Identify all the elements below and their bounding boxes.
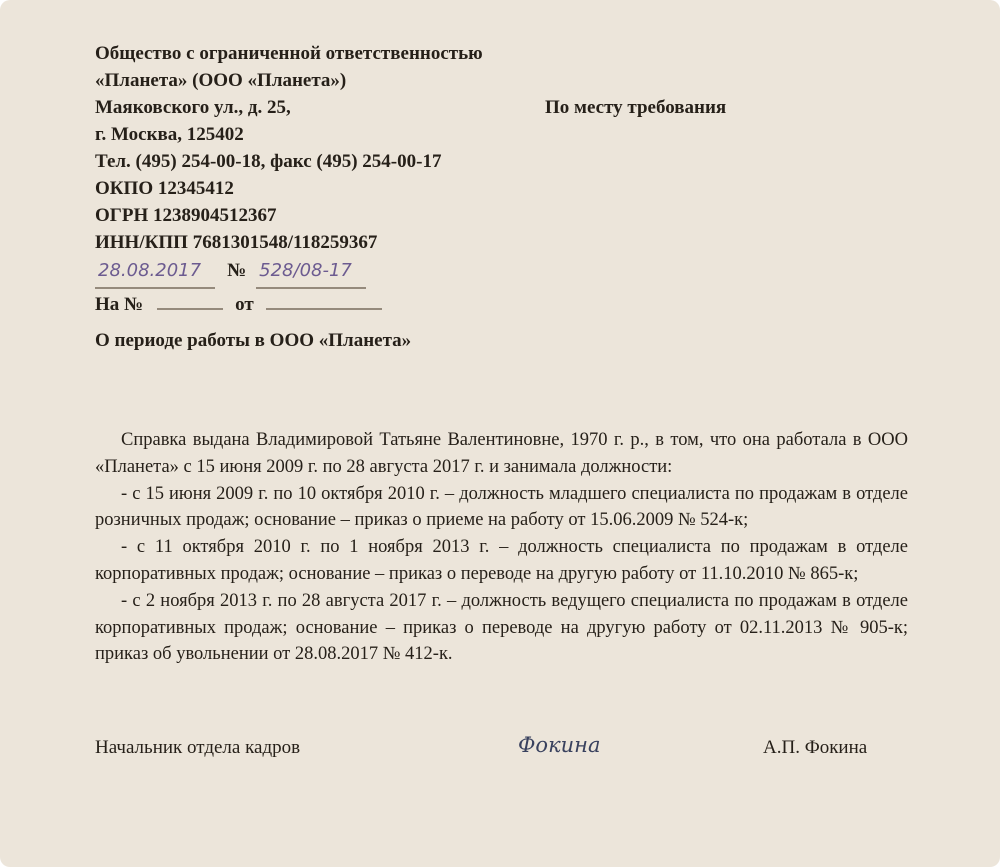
reply-prefix-label: На №: [95, 294, 144, 315]
body-paragraph-position-1: - с 15 июня 2009 г. по 10 октября 2010 г. – должность младшего специалиста по продажам в отделе розничных продаж; основание – приказ о приеме на работу от 15.06.2009 № 524-к;: [95, 483, 908, 531]
body-paragraph-intro: Справка выдана Владимировой Татьяне Валентиновне, 1970 г. р., в том, что она работала в ООО «Планета» с 15 июня 2009 г. по 28 августа 2017 г. и занимала должности:: [95, 430, 908, 477]
reply-number-blank-line: [157, 293, 223, 310]
reply-date-blank-line: [266, 293, 382, 310]
company-okpo: ОКПО 12345412: [95, 178, 234, 199]
document-date-value: 28.08.2017: [95, 257, 215, 289]
company-inn-kpp: ИНН/КПП 7681301548/118259367: [95, 232, 378, 253]
subject-line: О периоде работы в ООО «Планета»: [95, 330, 412, 351]
company-city-postcode: г. Москва, 125402: [95, 124, 244, 145]
company-short-name: «Планета» (ООО «Планета»): [95, 70, 347, 91]
signer-name: А.П. Фокина: [763, 737, 868, 759]
reference-line: [95, 257, 908, 289]
document-number-value: 528/08-17: [256, 257, 366, 289]
reply-date-label: от: [235, 294, 254, 315]
certificate-body: [95, 427, 908, 668]
body-paragraph-position-2: - с 11 октября 2010 г. по 1 ноября 2013 г. – должность специалиста по продажам в отделе корпоративных продаж; основание – приказ о переводе на другую работу от 11.10.2010 № 865-к;: [95, 537, 908, 584]
signer-position-title: Начальник отдела кадров: [95, 737, 301, 759]
company-phone-fax: Тел. (495) 254-00-18, факс (495) 254-00-17: [95, 151, 442, 172]
reply-reference-line: [95, 291, 908, 318]
company-ogrn: ОГРН 1238904512367: [95, 205, 277, 226]
letterhead: [95, 40, 908, 256]
signature-block: [95, 734, 908, 768]
company-street-address: Маяковского ул., д. 25,: [95, 97, 291, 118]
number-sign: №: [227, 260, 247, 281]
recipient-line: По месту требования: [545, 97, 727, 118]
handwritten-signature: Фокина: [518, 733, 601, 758]
body-paragraph-position-3: - с 2 ноября 2013 г. по 28 августа 2017 г. – должность ведущего специалиста по продажам в отделе корпоративных продаж; основание – приказ о переводе на другую работу от 02.11.2013 № 905-к; приказ об увольнении от 28.08.2017 № 412-к.: [95, 590, 908, 665]
company-full-name: Общество с ограниченной ответственностью: [95, 43, 483, 64]
